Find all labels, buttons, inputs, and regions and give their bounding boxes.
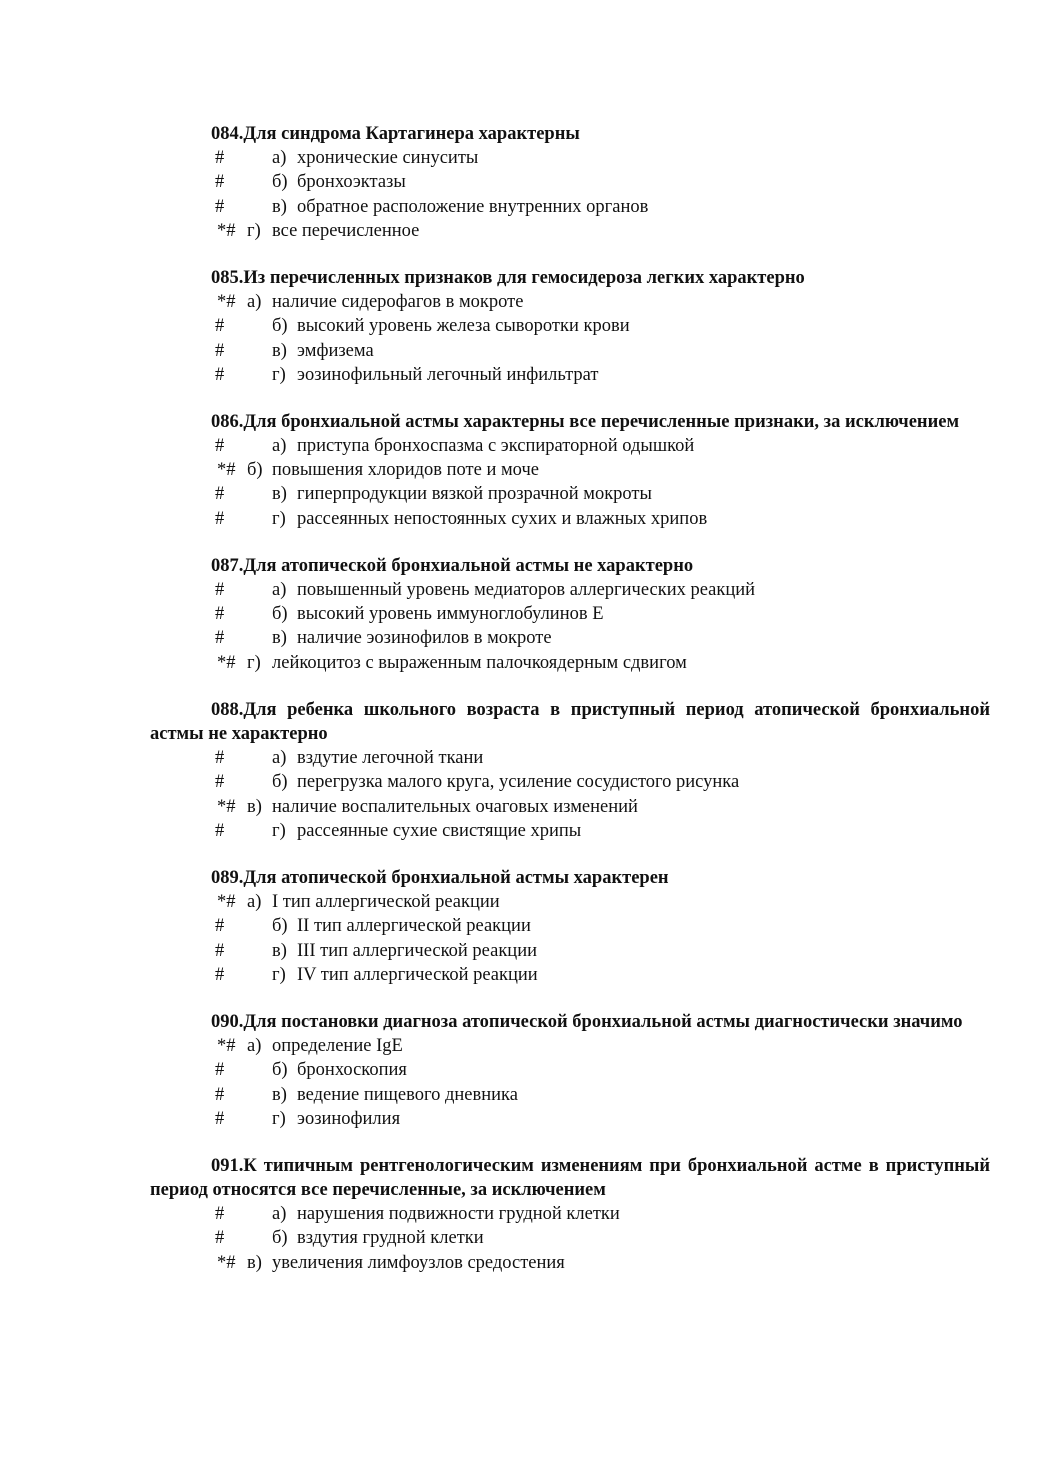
question-text: Для атопической бронхиальной астмы не характерно — [243, 555, 694, 576]
answer-marker: *# — [217, 292, 236, 313]
answer-text: наличие воспалительных очаговых изменений — [272, 796, 638, 817]
question-text: Из перечисленных признаков для гемосидероза легких характерно — [243, 267, 805, 288]
answer-letter: г) — [272, 508, 286, 529]
question-text: Для ребенка школьного возраста в приступный период атопической бронхиальной астмы не характерно — [150, 699, 990, 745]
answer-text: перегрузка малого круга, усиление сосудистого рисунка — [297, 772, 740, 793]
question-number: 087. — [211, 555, 244, 576]
answer-option-correct — [150, 795, 990, 819]
question-text: Для синдрома Картагинера характерны — [243, 124, 580, 144]
question-block — [150, 866, 990, 987]
answer-text: лейкоцитоз с выраженным палочкоядерным сдвигом — [272, 652, 687, 673]
document-page — [150, 122, 990, 1298]
answer-marker: # — [215, 484, 225, 505]
answer-option — [150, 939, 990, 963]
answer-marker: # — [215, 604, 225, 625]
question-block — [150, 1010, 990, 1131]
answer-marker: # — [215, 340, 225, 361]
answer-marker: *# — [217, 220, 236, 241]
question-block — [150, 410, 990, 531]
answer-letter: в) — [272, 1084, 287, 1105]
question-title — [150, 1154, 990, 1202]
answer-text: бронхоэктазы — [297, 172, 406, 193]
answer-text: наличие сидерофагов в мокроте — [272, 292, 524, 313]
question-number: 089. — [211, 867, 244, 888]
answer-marker: *# — [217, 892, 236, 913]
answer-text: обратное расположение внутренних органов — [297, 196, 649, 217]
answer-text: эмфизема — [297, 340, 374, 361]
answer-option — [150, 578, 990, 602]
answer-marker: # — [215, 916, 225, 937]
question-number: 090. — [211, 1011, 244, 1032]
answer-marker: *# — [217, 1036, 236, 1057]
answer-letter: б) — [272, 916, 288, 937]
answer-marker: *# — [217, 652, 236, 673]
question-block — [150, 266, 990, 387]
answer-letter: а) — [272, 1204, 287, 1225]
answer-option-correct — [150, 1034, 990, 1058]
answer-marker: # — [215, 628, 225, 649]
answer-option-correct — [150, 290, 990, 314]
answer-marker: # — [215, 364, 225, 385]
answer-letter: г) — [247, 652, 261, 673]
answer-text: ведение пищевого дневника — [297, 1084, 518, 1105]
answer-option-correct — [150, 1251, 990, 1275]
answer-text: вздутие легочной ткани — [297, 748, 484, 769]
answer-text: приступа бронхоспазма с экспираторной одышкой — [297, 436, 695, 457]
answer-letter: г) — [272, 364, 286, 385]
answer-letter: а) — [247, 892, 262, 913]
answer-text: повышенный уровень медиаторов аллергических реакций — [297, 580, 756, 601]
answer-option — [150, 170, 990, 194]
answer-text: высокий уровень иммуноглобулинов Е — [297, 604, 604, 625]
answer-marker: *# — [217, 1252, 236, 1273]
answer-marker: # — [215, 964, 225, 985]
answer-option — [150, 482, 990, 506]
answer-marker: # — [215, 316, 225, 337]
answer-letter: г) — [272, 820, 286, 841]
answer-letter: а) — [247, 292, 262, 313]
answer-letter: г) — [272, 1108, 286, 1129]
answer-text: гиперпродукции вязкой прозрачной мокроты — [297, 484, 652, 505]
question-text: Для атопической бронхиальной астмы характерен — [243, 867, 669, 888]
answer-option-correct — [150, 219, 990, 243]
answer-letter: а) — [247, 1036, 262, 1057]
answer-text: наличие эозинофилов в мокроте — [297, 628, 552, 649]
answer-letter: в) — [272, 628, 287, 649]
question-number: 091. — [211, 1155, 244, 1176]
answer-option — [150, 146, 990, 170]
answer-marker: # — [215, 940, 225, 961]
answer-option — [150, 1107, 990, 1131]
answer-text: эозинофильный легочный инфильтрат — [297, 364, 599, 385]
answer-option — [150, 339, 990, 363]
answer-letter: б) — [272, 172, 288, 193]
question-number: 086. — [211, 411, 244, 432]
answer-option — [150, 434, 990, 458]
answer-marker: # — [215, 508, 225, 529]
answer-text: бронхоскопия — [297, 1060, 407, 1081]
answer-option-correct — [150, 890, 990, 914]
answer-letter: б) — [272, 1060, 288, 1081]
answer-marker: *# — [217, 460, 236, 481]
question-text: К типичным рентгенологическим изменениям при бронхиальной астме в приступный период относятся все перечисленные, за исключением — [150, 1155, 990, 1201]
answer-marker: # — [215, 1228, 225, 1249]
answer-marker: *# — [217, 796, 236, 817]
answer-letter: в) — [272, 484, 287, 505]
answer-text: рассеянных непостоянных сухих и влажных хрипов — [297, 508, 708, 529]
answer-letter: в) — [272, 340, 287, 361]
answer-option — [150, 314, 990, 338]
answer-letter: а) — [272, 148, 287, 169]
answer-text: рассеянные сухие свистящие хрипы — [297, 820, 582, 841]
answer-letter: а) — [272, 436, 287, 457]
answer-marker: # — [215, 436, 225, 457]
answer-letter: а) — [272, 748, 287, 769]
answer-marker: # — [215, 148, 225, 169]
question-text: Для бронхиальной астмы характерны все перечисленные признаки, за исключением — [243, 411, 960, 432]
answer-letter: б) — [247, 460, 263, 481]
answer-letter: в) — [247, 796, 262, 817]
answer-marker: # — [215, 748, 225, 769]
answer-text: нарушения подвижности грудной клетки — [297, 1204, 620, 1225]
answer-text: высокий уровень железа сыворотки крови — [297, 316, 630, 337]
question-block — [150, 122, 990, 243]
answer-text: вздутия грудной клетки — [297, 1228, 484, 1249]
answer-option — [150, 1226, 990, 1250]
answer-option — [150, 819, 990, 843]
answer-text: хронические синуситы — [297, 148, 479, 169]
answer-option — [150, 1083, 990, 1107]
answer-marker: # — [215, 580, 225, 601]
answer-text: I тип аллергической реакции — [272, 892, 500, 913]
answer-option — [150, 914, 990, 938]
answer-letter: в) — [272, 940, 287, 961]
question-title — [150, 410, 990, 434]
answer-option-correct — [150, 651, 990, 675]
answer-letter: в) — [272, 196, 287, 217]
question-number: 085. — [211, 267, 244, 288]
question-number: 084. — [211, 124, 244, 144]
answer-text: IV тип аллергической реакции — [297, 964, 538, 985]
answer-letter: б) — [272, 1228, 288, 1249]
answer-marker: # — [215, 1060, 225, 1081]
answer-option — [150, 363, 990, 387]
answer-letter: б) — [272, 316, 288, 337]
answer-marker: # — [215, 820, 225, 841]
question-block — [150, 698, 990, 843]
answer-option — [150, 195, 990, 219]
question-text: Для постановки диагноза атопической бронхиальной астмы диагностически значимо — [243, 1011, 963, 1032]
question-title — [150, 1010, 990, 1034]
answer-text: все перечисленное — [272, 220, 420, 241]
answer-marker: # — [215, 196, 225, 217]
answer-text: эозинофилия — [297, 1108, 401, 1129]
question-number: 088. — [211, 699, 244, 720]
answer-text: II тип аллергической реакции — [297, 916, 531, 937]
question-title — [150, 266, 990, 290]
answer-letter: г) — [247, 220, 261, 241]
answer-option — [150, 602, 990, 626]
answer-marker: # — [215, 1108, 225, 1129]
answer-text: повышения хлоридов поте и моче — [272, 460, 539, 481]
answer-letter: г) — [272, 964, 286, 985]
answer-letter: б) — [272, 604, 288, 625]
answer-option-correct — [150, 458, 990, 482]
answer-letter: а) — [272, 580, 287, 601]
answer-marker: # — [215, 1084, 225, 1105]
answer-marker: # — [215, 772, 225, 793]
answer-option — [150, 626, 990, 650]
answer-text: увеличения лимфоузлов средостения — [272, 1252, 565, 1273]
answer-letter: в) — [247, 1252, 262, 1273]
question-title — [150, 698, 990, 746]
answer-option — [150, 1202, 990, 1226]
answer-text: определение IgE — [272, 1036, 403, 1057]
answer-text: III тип аллергической реакции — [297, 940, 538, 961]
answer-option — [150, 770, 990, 794]
answer-option — [150, 1058, 990, 1082]
question-title — [150, 866, 990, 890]
question-title — [150, 122, 990, 146]
answer-letter: б) — [272, 772, 288, 793]
answer-marker: # — [215, 172, 225, 193]
question-block — [150, 554, 990, 675]
question-block — [150, 1154, 990, 1275]
answer-option — [150, 507, 990, 531]
answer-option — [150, 963, 990, 987]
question-title — [150, 554, 990, 578]
answer-option — [150, 746, 990, 770]
answer-marker: # — [215, 1204, 225, 1225]
